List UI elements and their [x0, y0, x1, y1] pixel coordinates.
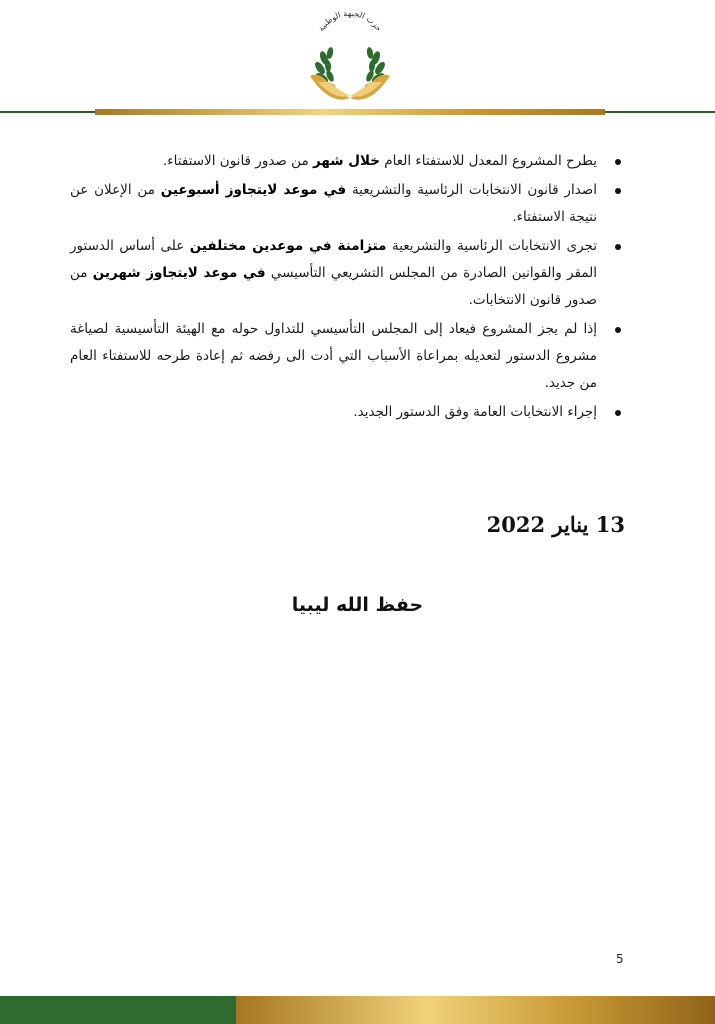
- bullet-text: إجراء الانتخابات العامة وفق الدستور الجديد.: [353, 404, 597, 420]
- footer-green-band: [0, 996, 236, 1024]
- page-number: 5: [616, 952, 624, 966]
- document-date: 13 يناير 2022: [486, 512, 625, 537]
- bullet-text: اصدار قانون الانتخابات الرئاسية والتشريعية: [346, 182, 597, 198]
- bullet-text: من صدور قانون الانتخابات.: [70, 265, 597, 308]
- document-body: [70, 148, 625, 428]
- logo-text: حزب الجبهة الوطنية: [316, 8, 384, 33]
- header-gold-bar: [95, 109, 605, 115]
- footer-gold-band: [236, 996, 715, 1024]
- bullet-item: [70, 316, 625, 397]
- bullet-list: [70, 148, 625, 426]
- bullet-text: على أساس الدستور المقر والقوانين الصادرة من المجلس التشريعي التأسيسي: [70, 238, 597, 281]
- bullet-dot-icon: [615, 188, 621, 194]
- party-logo: [300, 8, 400, 108]
- bullet-text: من صدور قانون الاستفتاء.: [163, 153, 313, 169]
- bullet-item: [70, 148, 625, 175]
- bullet-text: يطرح المشروع المعدل للاستفتاء العام: [379, 153, 597, 169]
- bullet-emphasis: في موعد لايتجاوز شهرين: [92, 265, 266, 281]
- bullet-dot-icon: [615, 410, 621, 416]
- bullet-item: [70, 399, 625, 426]
- bullet-emphasis: متزامنة في موعدين مختلفين: [189, 238, 387, 254]
- bullet-text: من الإعلان عن نتيجة الاستفتاء.: [70, 182, 597, 225]
- bullet-dot-icon: [615, 244, 621, 250]
- bullet-item: [70, 233, 625, 314]
- bullet-text: تجرى الانتخابات الرئاسية والتشريعية: [386, 238, 597, 254]
- svg-text:حزب الجبهة الوطنية: [317, 9, 384, 33]
- bullet-text: إذا لم يجز المشروع فيعاد إلى المجلس التأسيسي للتداول حوله مع الهيئة التأسيسية لصياغة مشروع الدستور لتعديله بمراعاة الأسباب التي أدت الى رفضه ثم إعادة طرحه للاستفتاء العام من جديد.: [70, 321, 597, 391]
- bullet-emphasis: في موعد لايتجاوز أسبوعين: [160, 182, 347, 198]
- bullet-item: [70, 177, 625, 231]
- bullet-emphasis: خلال شهر: [312, 153, 380, 169]
- bullet-dot-icon: [615, 327, 621, 333]
- bullet-dot-icon: [615, 159, 621, 165]
- closing-line: حفظ الله ليبيا: [291, 594, 424, 616]
